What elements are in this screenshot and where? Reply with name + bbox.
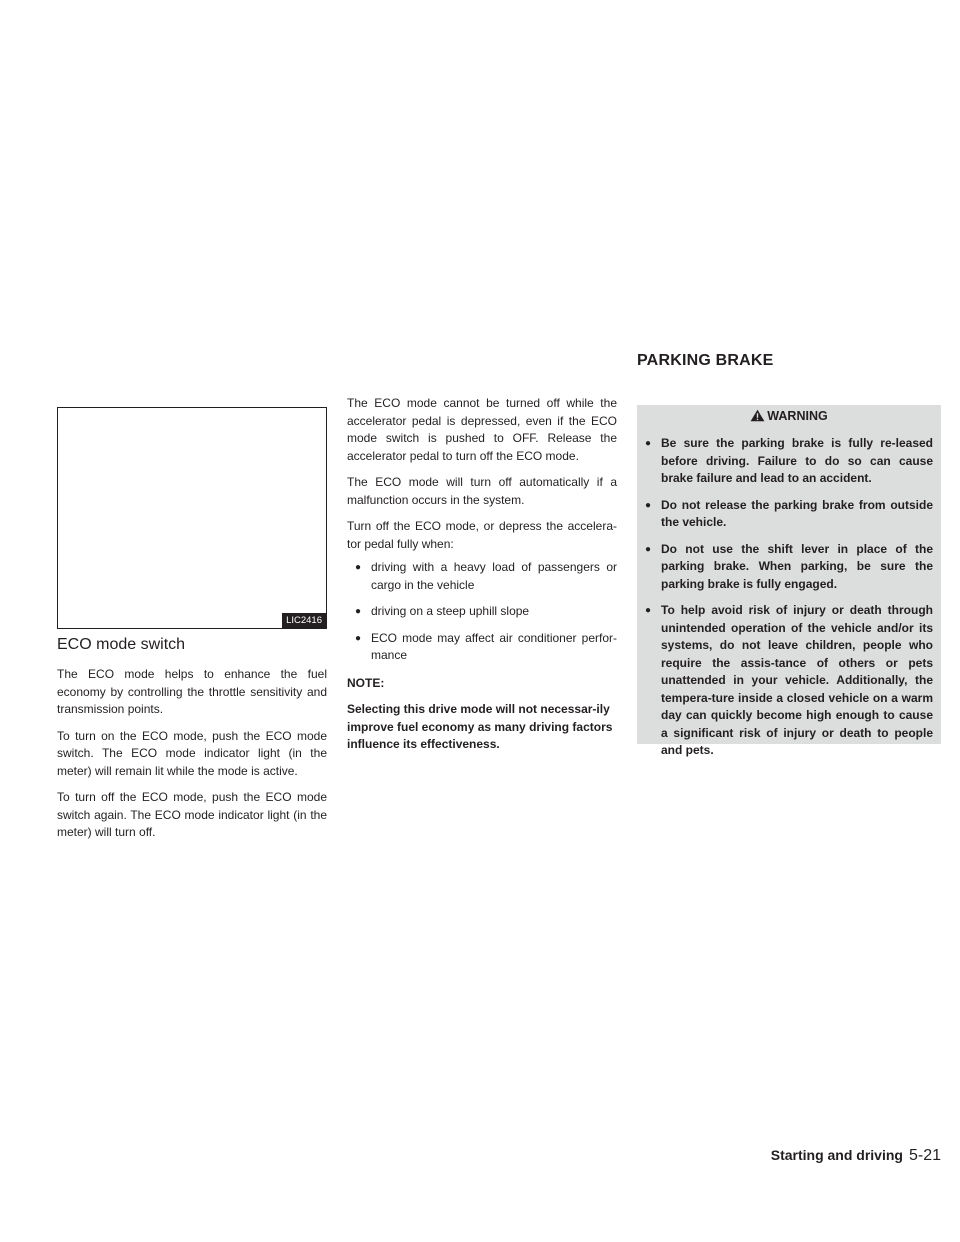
condition-item: ● driving on a steep uphill slope <box>347 603 617 621</box>
condition-item: ● driving with a heavy load of passengers or cargo in the vehicle <box>347 559 617 594</box>
eco-switch-figure <box>57 407 327 629</box>
middle-paragraph: The ECO mode will turn off automatically if a malfunction occurs in the system. <box>347 475 617 507</box>
middle-paragraph: Turn off the ECO mode, or depress the accelera-tor pedal fully when: <box>347 519 617 551</box>
condition-item: ● ECO mode may affect air conditioner perfor-mance <box>347 630 617 665</box>
warning-header <box>637 409 941 423</box>
left-paragraph: To turn on the ECO mode, push the ECO mode switch. The ECO mode indicator light (in the meter) will remain lit while the mode is active. <box>57 728 327 778</box>
page-number: 5-21 <box>908 1147 941 1164</box>
warning-list <box>645 435 933 769</box>
warning-box <box>637 405 941 757</box>
warning-triangle-icon <box>750 409 765 422</box>
figure-label: LIC2416 <box>282 613 326 628</box>
warning-heading: WARNING <box>767 409 828 423</box>
page-footer <box>771 1147 941 1165</box>
left-paragraph: To turn off the ECO mode, push the ECO mode switch again. The ECO mode indicator light (in the meter) will turn off. <box>57 790 327 839</box>
warning-item: ● Do not use the shift lever in place of the parking brake. When parking, be sure the parking brake is fully engaged. <box>645 541 933 594</box>
left-paragraph: The ECO mode helps to enhance the fuel economy by controlling the throttle sensitivity and transmission points. <box>57 667 327 716</box>
section-title: PARKING BRAKE <box>637 352 774 369</box>
condition-list <box>347 559 617 665</box>
warning-item: ● Be sure the parking brake is fully re-leased before driving. Failure to do so can cause brake failure and lead to an accident. <box>645 435 933 488</box>
left-column <box>57 666 327 851</box>
eco-mode-heading: ECO mode switch <box>57 636 186 653</box>
middle-column <box>347 395 617 763</box>
chapter-name: Starting and driving <box>770 1147 903 1163</box>
warning-item: ● To help avoid risk of injury or death through unintended operation of the vehicle and/or its systems, do not leave children, people who require the assis-tance of others or pets unattended in your vehicle. Additionally, the tempera-ture inside a closed vehicle on a warm day can quickly become high enough to cause a significant risk of injury or death to people and pets. <box>645 602 933 760</box>
warning-item: ● Do not release the parking brake from outside the vehicle. <box>645 497 933 532</box>
middle-paragraph: The ECO mode cannot be turned off while the accelerator pedal is depressed, even if the ECO mode switch is pushed to OFF. Release the accelerator pedal to turn off the ECO mode. <box>347 396 617 463</box>
note-label: NOTE: <box>347 675 385 690</box>
note-text: Selecting this drive mode will not necessar-ily improve fuel economy as many driving factors influence its effectiveness. <box>347 702 613 751</box>
